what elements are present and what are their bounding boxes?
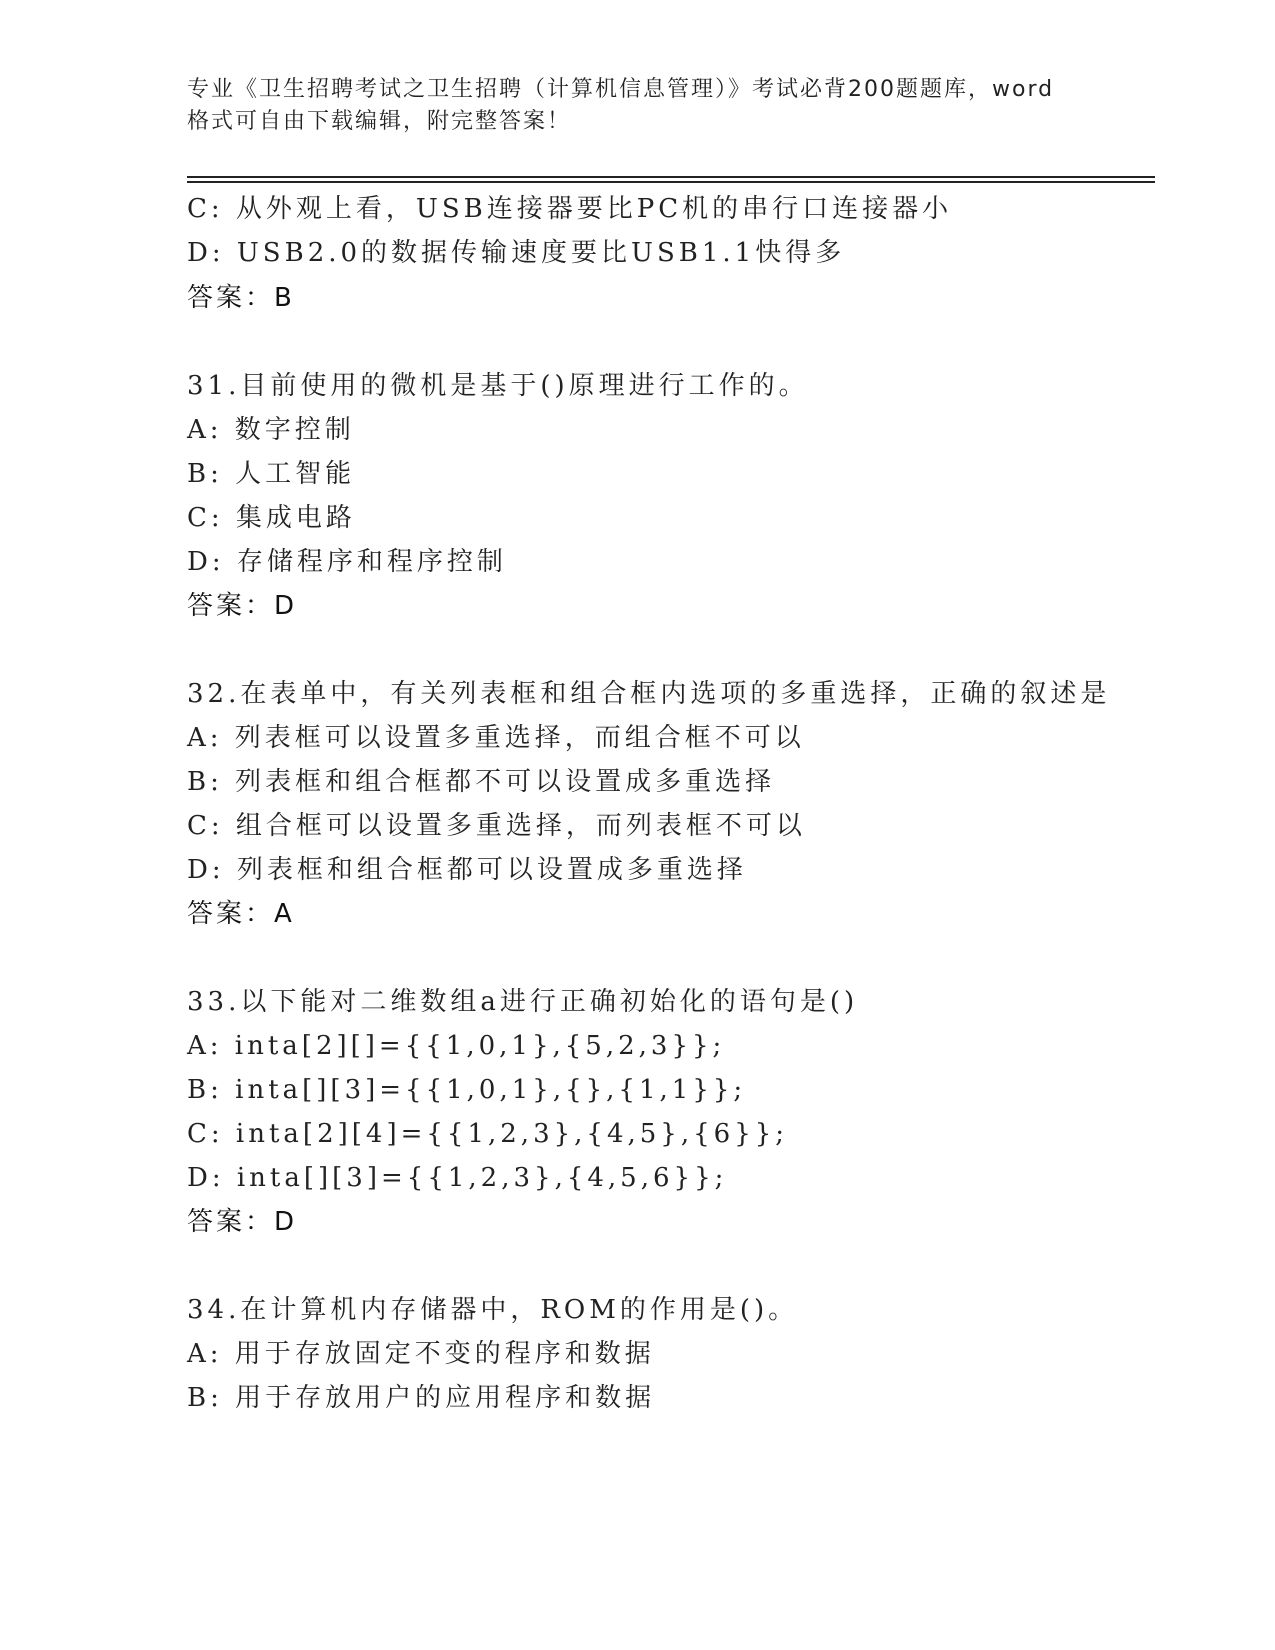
question-32-option-b: B: 列表框和组合框都不可以设置成多重选择 xyxy=(187,767,776,797)
question-33-option-c: C: inta[2][4]={{1,2,3},{4,5},{6}}; xyxy=(187,1119,789,1149)
header-divider-bottom xyxy=(187,181,1155,183)
document-header xyxy=(187,74,1087,138)
prev-answer: 答案：B xyxy=(187,283,295,313)
question-32-answer: 答案：A xyxy=(187,899,295,929)
question-31-option-b: B: 人工智能 xyxy=(187,459,356,489)
question-32-option-c: C: 组合框可以设置多重选择，而列表框不可以 xyxy=(187,811,806,841)
question-31-stem: 31.目前使用的微机是基于()原理进行工作的。 xyxy=(187,371,809,401)
question-33-option-d: D: inta[][3]={{1,2,3},{4,5,6}}; xyxy=(187,1163,728,1193)
question-32-option-d: D: 列表框和组合框都可以设置成多重选择 xyxy=(187,855,747,885)
question-31-option-c: C: 集成电路 xyxy=(187,503,356,533)
question-31-answer: 答案：D xyxy=(187,591,298,621)
question-34-option-b: B: 用于存放用户的应用程序和数据 xyxy=(187,1383,656,1413)
question-34-stem: 34.在计算机内存储器中，ROM的作用是()。 xyxy=(187,1295,799,1325)
question-33-stem: 33.以下能对二维数组a进行正确初始化的语句是() xyxy=(187,987,859,1017)
prev-option-c: C: 从外观上看，USB连接器要比PC机的串行口连接器小 xyxy=(187,194,953,224)
question-32-option-a: A: 列表框可以设置多重选择，而组合框不可以 xyxy=(187,723,805,753)
question-32-stem: 32.在表单中，有关列表框和组合框内选项的多重选择，正确的叙述是 xyxy=(187,679,1111,709)
question-33-option-b: B: inta[][3]={{1,0,1},{},{1,1}}; xyxy=(187,1075,747,1105)
header-divider-top xyxy=(187,176,1155,178)
question-33-option-a: A: inta[2][]={{1,0,1},{5,2,3}}; xyxy=(187,1031,726,1061)
question-33-answer: 答案：D xyxy=(187,1207,298,1237)
question-31-option-a: A: 数字控制 xyxy=(187,415,355,445)
question-31-option-d: D: 存储程序和程序控制 xyxy=(187,547,507,577)
header-line-2: 格式可自由下载编辑，附完整答案！ xyxy=(187,109,572,134)
question-34-option-a: A: 用于存放固定不变的程序和数据 xyxy=(187,1339,655,1369)
prev-option-d: D: USB2.0的数据传输速度要比USB1.1快得多 xyxy=(187,238,846,268)
header-line-1: 专业《卫生招聘考试之卫生招聘（计算机信息管理）》考试必背200题题库，word xyxy=(187,77,1055,102)
